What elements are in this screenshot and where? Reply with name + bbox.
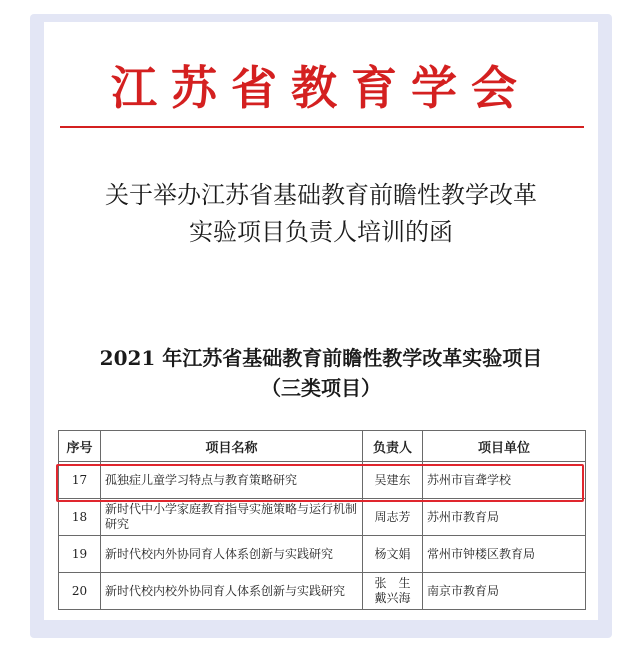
row-person: 杨文娟 [363,536,423,573]
row-unit: 苏州市教育局 [423,499,586,536]
org-title: 江苏省教育学会 [111,61,531,115]
row-num: 20 [59,573,101,610]
header-num: 序号 [59,431,101,462]
row-num: 18 [59,499,101,536]
table-container [44,22,598,620]
row-num: 19 [59,536,101,573]
row-unit: 南京市教育局 [423,573,586,610]
header-unit: 项目单位 [423,431,586,462]
letter-title-line-1: 关于举办江苏省基础教育前瞻性教学改革 [105,181,537,209]
row-name: 新时代校内外协同育人体系创新与实践研究 [101,536,363,573]
row-name: 孤独症儿童学习特点与教育策略研究 [101,462,363,499]
table-row [59,499,586,536]
list-title-line-2: （三类项目） [261,376,381,400]
row-unit: 苏州市盲聋学校 [423,462,586,499]
project-table [58,430,586,610]
row-name: 新时代校内校外协同育人体系创新与实践研究 [101,573,363,610]
table-row [59,462,586,499]
row-person: 周志芳 [363,499,423,536]
row-num: 17 [59,462,101,499]
list-title-line-1: 2021 年江苏省基础教育前瞻性教学改革实验项目 [99,346,543,370]
table-header-row [59,431,586,462]
table-row [59,573,586,610]
row-person: 吴建东 [363,462,423,499]
header-name: 项目名称 [101,431,363,462]
letter-title-line-2: 实验项目负责人培训的函 [189,218,453,246]
row-name: 新时代中小学家庭教育指导实施策略与运行机制研究 [101,499,363,536]
header-person: 负责人 [363,431,423,462]
row-person: 张 生 戴兴海 [363,573,423,610]
table-row [59,536,586,573]
row-unit: 常州市钟楼区教育局 [423,536,586,573]
